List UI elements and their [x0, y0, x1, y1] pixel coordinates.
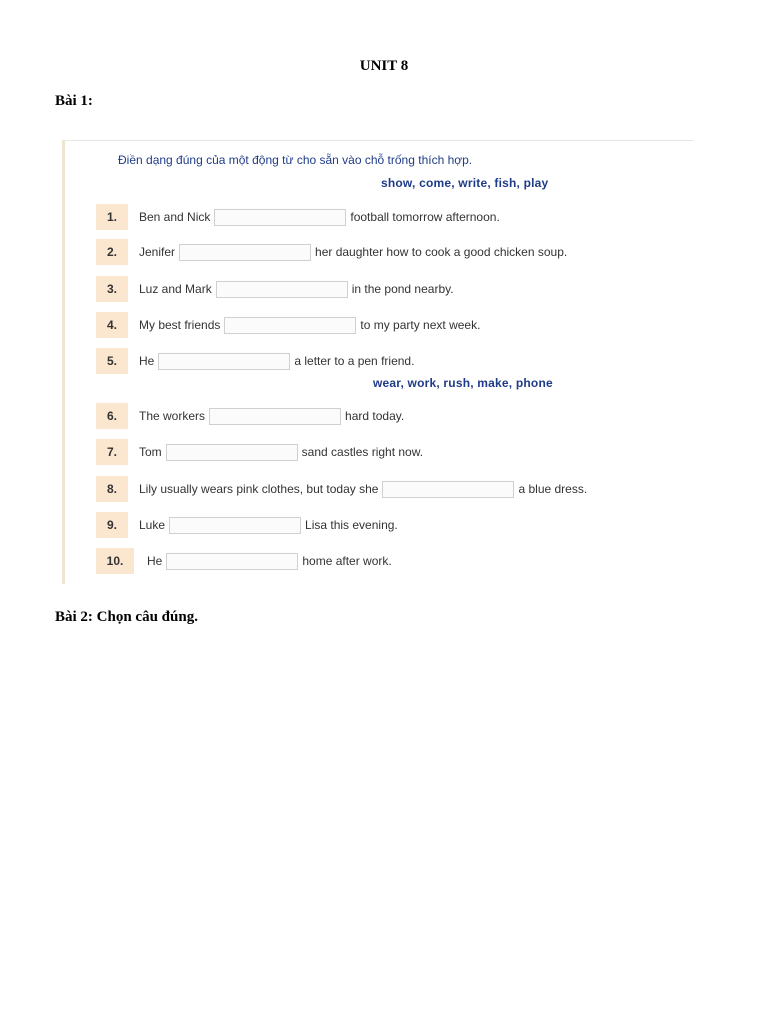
item-text-before: He	[139, 354, 155, 368]
exercise-item-1	[96, 204, 500, 230]
answer-input-7[interactable]	[166, 444, 298, 461]
exercise-item-5	[96, 348, 414, 374]
answer-input-1[interactable]	[214, 209, 346, 226]
item-number: 1.	[96, 204, 128, 230]
item-text-after: hard today.	[345, 409, 405, 423]
item-text-after: home after work.	[302, 554, 392, 568]
word-bank-2: wear, work, rush, make, phone	[373, 376, 553, 390]
exercise-item-6	[96, 403, 404, 429]
item-number: 8.	[96, 476, 128, 502]
answer-input-9[interactable]	[169, 517, 301, 534]
section-2-heading: Bài 2: Chọn câu đúng.	[55, 609, 198, 625]
exercise-instruction: Điền dạng đúng của một động từ cho sẵn vào chỗ trống thích hợp.	[118, 153, 473, 167]
exercise-item-8	[96, 476, 587, 502]
item-number: 4.	[96, 312, 128, 338]
answer-input-6[interactable]	[209, 408, 341, 425]
word-bank-1: show, come, write, fish, play	[381, 176, 549, 190]
item-number: 7.	[96, 439, 128, 465]
answer-input-4[interactable]	[224, 317, 356, 334]
answer-input-10[interactable]	[166, 553, 298, 570]
item-number: 6.	[96, 403, 128, 429]
exercise-item-4	[96, 312, 480, 338]
answer-input-2[interactable]	[179, 244, 311, 261]
item-text-before: Luke	[139, 518, 166, 532]
item-text-before: Ben and Nick	[139, 210, 211, 224]
item-text-before: Jenifer	[139, 245, 176, 259]
document-title: UNIT 8	[359, 58, 409, 74]
item-text-after: her daughter how to cook a good chicken soup.	[315, 245, 568, 259]
answer-input-3[interactable]	[216, 281, 348, 298]
exercise-item-10	[96, 548, 392, 574]
section-1-heading: Bài 1:	[55, 93, 93, 109]
answer-input-5[interactable]	[158, 353, 290, 370]
item-text-before: He	[147, 554, 163, 568]
item-text-after: Lisa this evening.	[305, 518, 398, 532]
item-text-before: Luz and Mark	[139, 282, 212, 296]
exercise-panel	[62, 140, 693, 584]
item-number: 2.	[96, 239, 128, 265]
item-text-before: My best friends	[139, 318, 221, 332]
exercise-item-2	[96, 239, 567, 265]
item-number: 5.	[96, 348, 128, 374]
item-text-after: to my party next week.	[360, 318, 481, 332]
item-text-after: a blue dress.	[518, 482, 588, 496]
item-number: 9.	[96, 512, 128, 538]
item-text-after: in the pond nearby.	[351, 282, 454, 296]
exercise-item-7	[96, 439, 423, 465]
exercise-item-9	[96, 512, 398, 538]
item-text-after: a letter to a pen friend.	[294, 354, 415, 368]
item-number: 10.	[96, 548, 134, 574]
item-text-before: Tom	[139, 445, 162, 459]
item-text-after: football tomorrow afternoon.	[350, 210, 500, 224]
item-text-before: The workers	[139, 409, 206, 423]
item-number: 3.	[96, 276, 128, 302]
answer-input-8[interactable]	[382, 481, 514, 498]
item-text-before: Lily usually wears pink clothes, but today she	[139, 482, 379, 496]
item-text-after: sand castles right now.	[301, 445, 424, 459]
exercise-item-3	[96, 276, 454, 302]
